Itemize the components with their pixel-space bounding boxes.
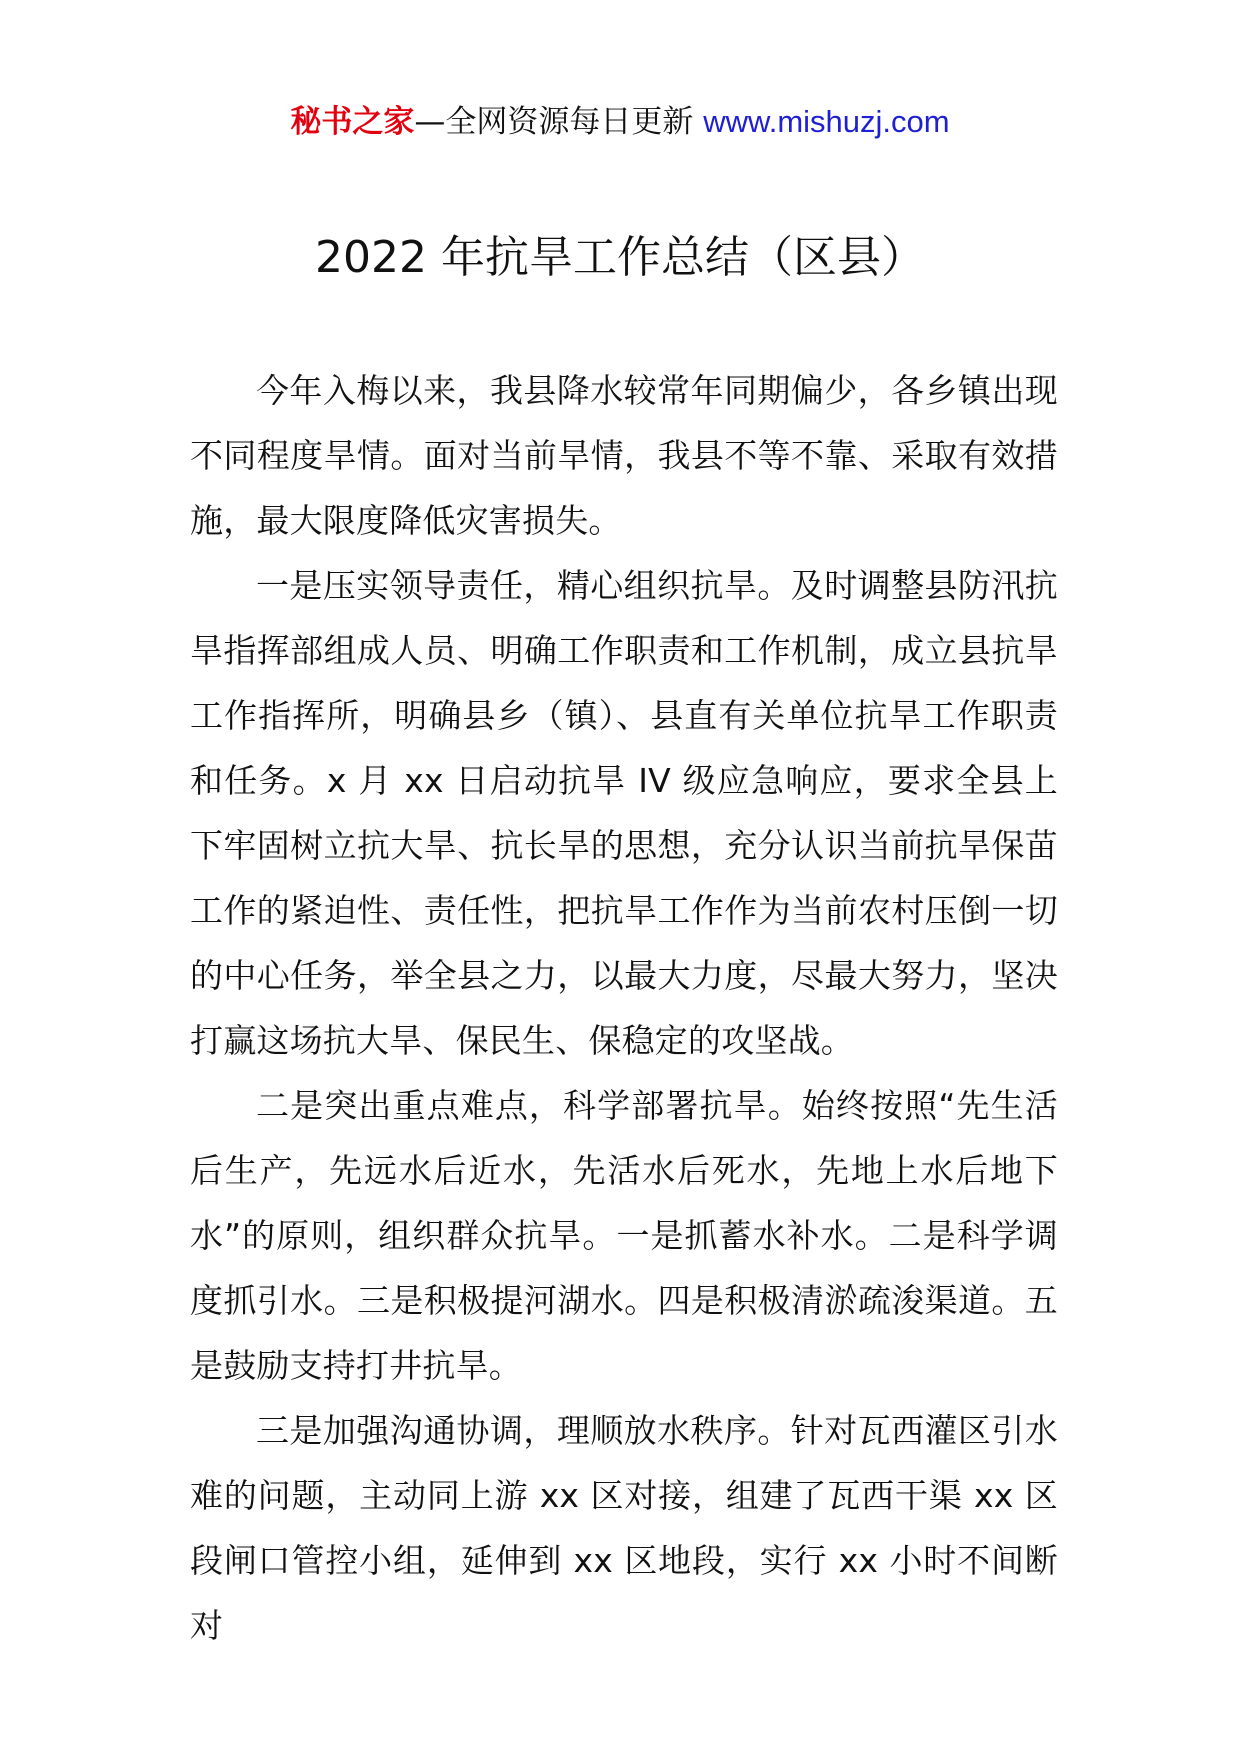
site-url-link[interactable]: www.mishuzj.com <box>703 104 950 139</box>
document-title: 2022 年抗旱工作总结（区县） <box>315 232 925 283</box>
paragraph-coordination: 三是加强沟通协调，理顺放水秩序。针对瓦西灌区引水难的问题，主动同上游 xx 区对接，组建了瓦西干渠 xx 区段闸口管控小组，延伸到 xx 区地段，实行 xx 小时不间断对 <box>190 1411 1058 1645</box>
site-brand: 秘书之家 <box>290 104 415 140</box>
paragraph-deployment: 二是突出重点难点，科学部署抗旱。始终按照“先生活后生产，先远水后近水，先活水后死水，先地上水后地下水”的原则，组织群众抗旱。一是抓蓄水补水。二是科学调度抓引水。三是积极提河湖水。四是积极清淤疏浚渠道。五是鼓励支持打井抗旱。 <box>190 1086 1058 1385</box>
document-body <box>190 358 1058 1658</box>
paragraph-leadership: 一是压实领导责任，精心组织抗旱。及时调整县防汛抗旱指挥部组成人员、明确工作职责和工作机制，成立县抗旱工作指挥所，明确县乡（镇）、县直有关单位抗旱工作职责和任务。x 月 xx 日启动抗旱 IV 级应急响应，要求全县上下牢固树立抗大旱、抗长旱的思想，充分认识当前抗旱保苗工作的紧迫性、责任性，把抗旱工作作为当前农村压倒一切的中心任务，举全县之力，以最大力度，尽最大努力，坚决打赢这场抗大旱、保民生、保稳定的攻坚战。 <box>190 566 1058 1060</box>
paragraph-intro: 今年入梅以来，我县降水较常年同期偏少，各乡镇出现不同程度旱情。面对当前旱情，我县不等不靠、采取有效措施，最大限度降低灾害损失。 <box>190 371 1058 540</box>
site-header <box>0 100 1240 144</box>
site-tagline: —全网资源每日更新 <box>414 104 704 140</box>
